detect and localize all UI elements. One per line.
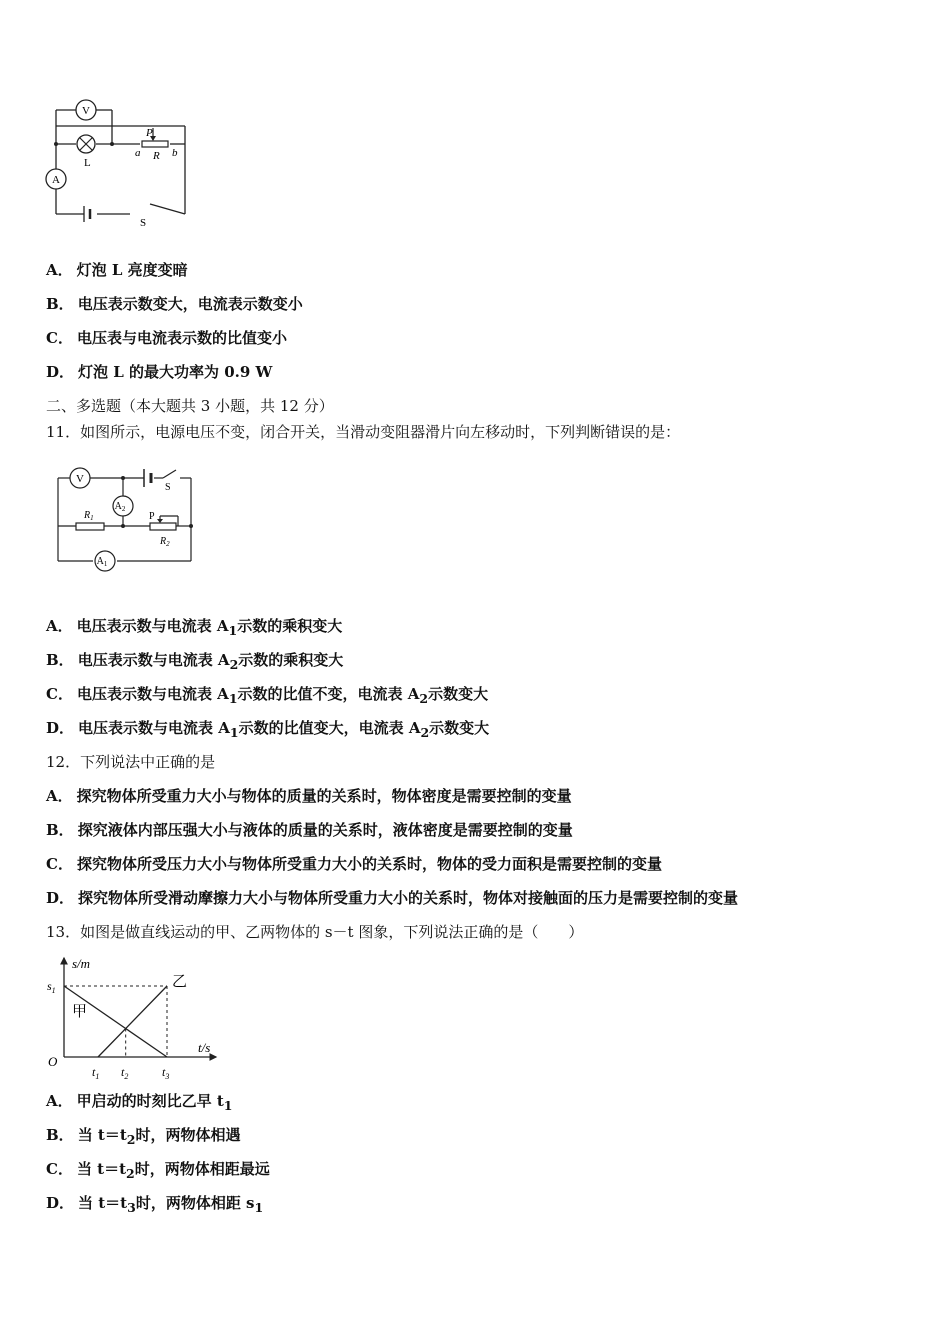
voltmeter-label: V	[82, 105, 90, 117]
x-tick-t3: $t_3$	[162, 1065, 170, 1080]
voltmeter-icon	[70, 468, 90, 488]
r2-label: R	[160, 536, 167, 547]
circuit-figure-q11	[48, 458, 198, 576]
lamp-label: L	[84, 157, 91, 169]
q13-stem: 13．如图是做直线运动的甲、乙两物体的 s－t 图象，下列说法正确的是（ ）	[46, 923, 584, 941]
circuit-figure-q10	[40, 94, 200, 230]
q12-option-a: A． 探究物体所受重力大小与物体的质量的关系时，物体密度是需要控制的变量	[46, 787, 572, 805]
r1-sub: 1	[90, 514, 94, 522]
q10-option-c: C． 电压表与电流表示数的比值变小	[46, 329, 287, 347]
q11-option-d: D． 电压表示数与电流表 $A_1$示数的比值变大，电流表 $A_2$示数变大	[46, 719, 490, 740]
a2-label: A	[114, 501, 122, 512]
lamp-icon	[77, 135, 95, 169]
q12-option-b: B． 探究液体内部压强大小与液体的质量的关系时，液体密度是需要控制的变量	[46, 821, 573, 839]
section-heading: 二、多选题（本大题共 3 小题，共 12 分）	[46, 397, 334, 415]
voltmeter-label: V	[76, 473, 84, 485]
q11-option-a: A． 电压表示数与电流表 $A_1$示数的乘积变大	[46, 617, 343, 638]
slider-label: P	[146, 127, 153, 139]
q11-stem: 11．如图所示，电源电压不变，闭合开关，当滑动变阻器滑片向左移动时，下列判断错误的是：	[46, 423, 681, 441]
rheostat-label: R	[153, 150, 160, 162]
switch-label: S	[165, 482, 171, 493]
q11-option-b: B． 电压表示数与电流表 $A_2$示数的乘积变大	[46, 651, 344, 672]
x-axis-label: t/s	[198, 1040, 211, 1055]
y-axis-label: s/m	[72, 956, 91, 971]
series-line-yi	[98, 986, 167, 1057]
y-tick-s1: $s_1$	[47, 979, 56, 995]
q12-option-c: C． 探究物体所受压力大小与物体所受重力大小的关系时，物体的受力面积是需要控制的变量	[46, 855, 662, 873]
q10-option-d: D． 灯泡 L 的最大功率为 0.9 W	[46, 363, 273, 381]
x-tick-t1: $t_1$	[92, 1065, 100, 1080]
origin-label: O	[48, 1054, 58, 1069]
ammeter-a1-icon	[95, 551, 115, 571]
a2-sub: 2	[121, 505, 126, 513]
st-graph	[42, 952, 222, 1080]
q10-option-a: A． 灯泡 L 亮度变暗	[46, 261, 188, 279]
svg-text:R1	[83, 510, 94, 522]
voltmeter-icon	[76, 100, 96, 120]
ammeter-label: A	[52, 174, 60, 186]
series-label-jia: 甲	[72, 1004, 88, 1020]
q11-option-c: C． 电压表示数与电流表 $A_1$示数的比值不变，电流表 $A_2$示数变大	[46, 685, 489, 706]
q13-option-d: D． 当 $t=t_3$时，两物体相距 $s_1$	[46, 1194, 264, 1215]
ammeter-a2-icon	[113, 496, 133, 516]
q12-stem: 12．下列说法中正确的是	[46, 753, 216, 771]
q10-option-b: B． 电压表示数变大，电流表示数变小	[46, 295, 303, 313]
q13-option-b: B． 当 $t=t_2$时，两物体相遇	[46, 1126, 241, 1147]
q12-option-d: D． 探究物体所受滑动摩擦力大小与物体所受重力大小的关系时，物体对接触面的压力是需要控制的变量	[46, 889, 739, 907]
svg-text:R2	[159, 536, 170, 548]
series-line-jia	[64, 986, 167, 1057]
series-label-yi: 乙	[172, 974, 188, 990]
r2-sub: 2	[166, 540, 170, 548]
ammeter-icon	[46, 169, 66, 189]
a1-label: A	[96, 556, 104, 567]
end-a-label: a	[135, 147, 141, 159]
x-tick-t2: $t_2$	[121, 1065, 129, 1080]
a1-sub: 1	[103, 560, 108, 568]
slider-label: P	[149, 511, 155, 522]
end-b-label: b	[172, 147, 178, 159]
r1-label: R	[84, 510, 91, 521]
switch-label: S	[140, 217, 147, 229]
q13-option-a: A． 甲启动的时刻比乙早 $t_1$	[46, 1092, 233, 1113]
resistor-r1-icon	[76, 510, 104, 530]
q13-option-c: C． 当 $t=t_2$时，两物体相距最远	[46, 1160, 270, 1181]
